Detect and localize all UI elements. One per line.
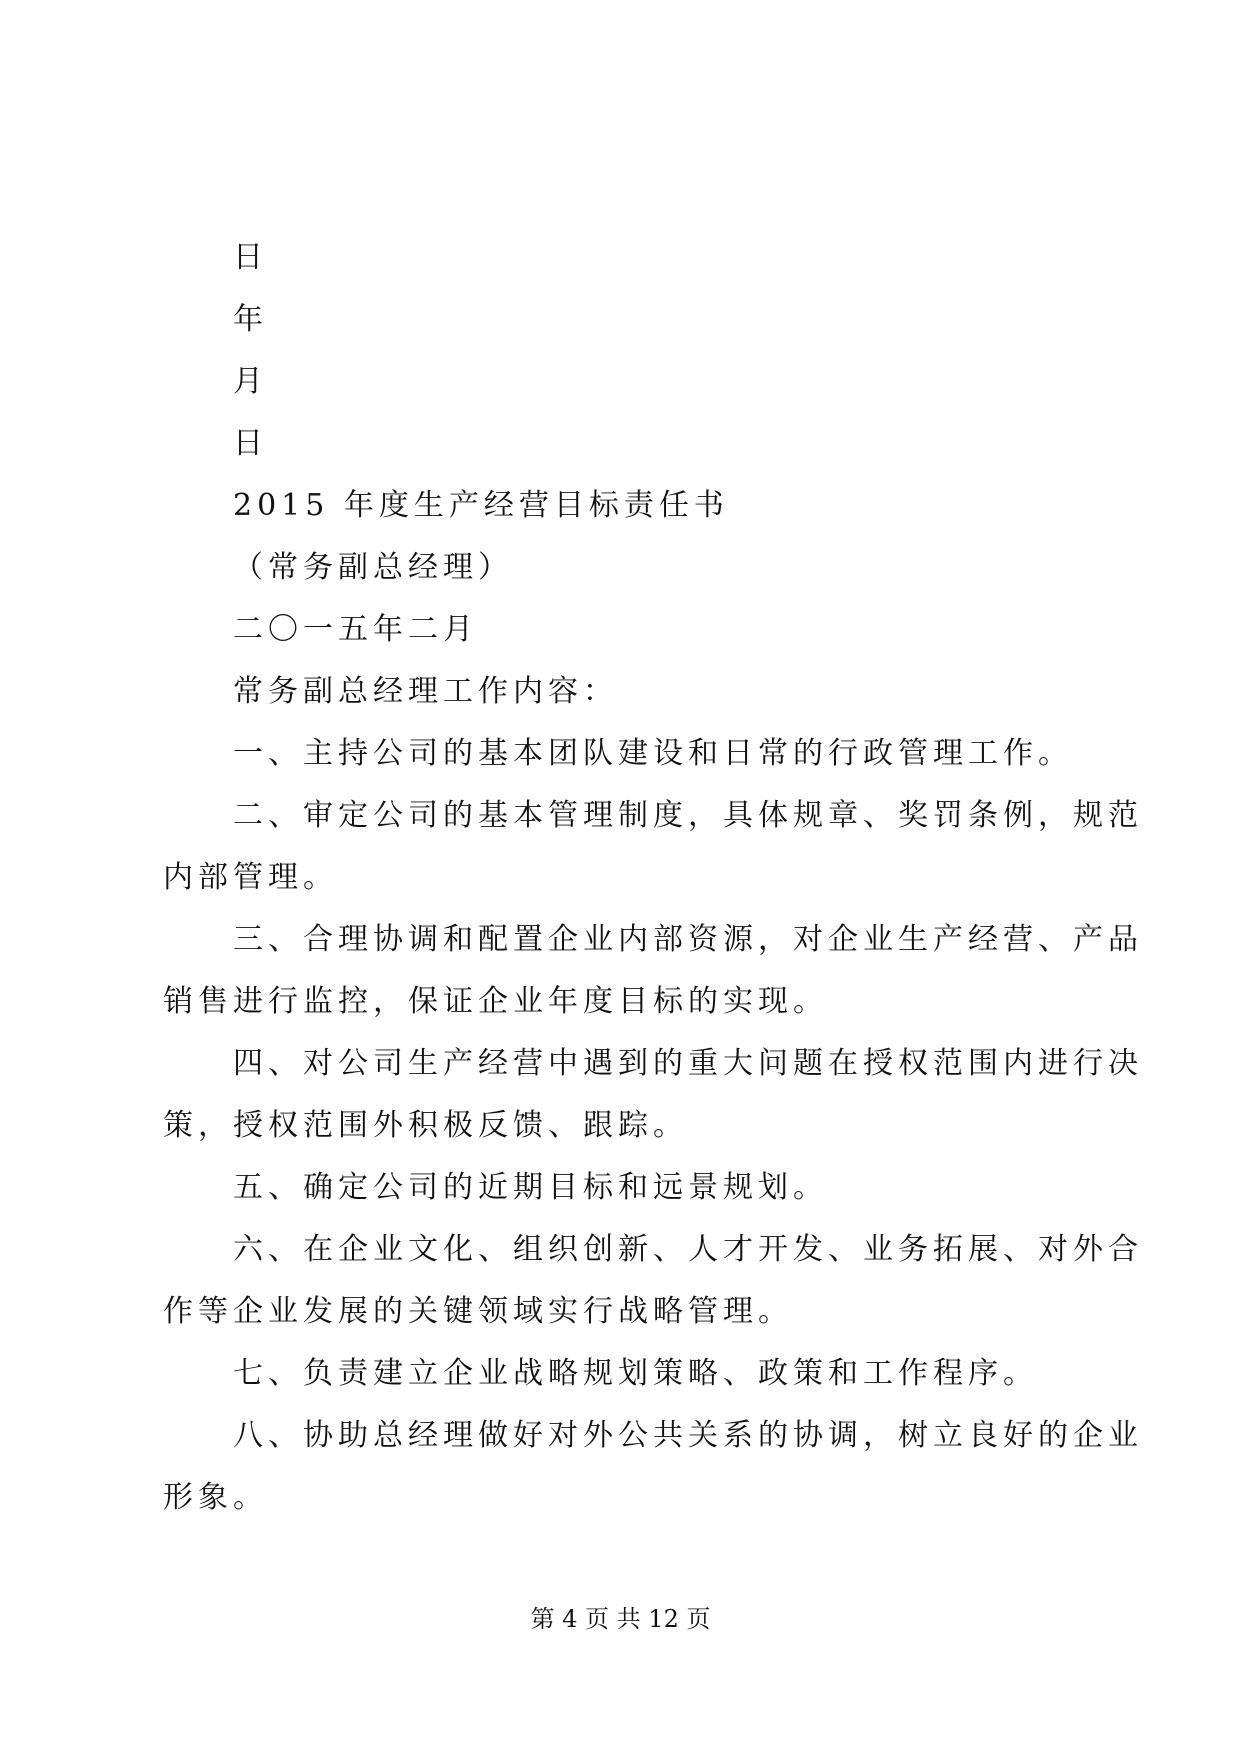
text-line-2: 年 — [233, 302, 268, 337]
paragraph-line: 八、协助总经理做好对外公共关系的协调，树立良好的企业 — [233, 1418, 1143, 1453]
paragraph-line: 销售进行监控，保证企业年度目标的实现。 — [163, 984, 828, 1019]
paragraph-line: 一、主持公司的基本团队建设和日常的行政管理工作。 — [233, 736, 1073, 771]
document-date: 二〇一五年二月 — [233, 612, 478, 647]
paragraph-line: 六、在企业文化、组织创新、人才开发、业务拓展、对外合 — [233, 1232, 1143, 1267]
page-number-footer: 第 4 页 共 12 页 — [530, 1605, 711, 1633]
paragraph-line: 三、合理协调和配置企业内部资源，对企业生产经营、产品 — [233, 922, 1143, 957]
text-line-1: 日 — [233, 240, 268, 275]
paragraph-line: 内部管理。 — [163, 860, 338, 895]
document-subtitle: （常务副总经理） — [233, 550, 513, 585]
paragraph-line: 四、对公司生产经营中遇到的重大问题在授权范围内进行决 — [233, 1046, 1143, 1081]
section-heading: 常务副总经理工作内容： — [233, 674, 618, 709]
paragraph-line: 作等企业发展的关键领域实行战略管理。 — [163, 1294, 793, 1329]
text-line-4: 日 — [233, 426, 268, 461]
paragraph-line: 二、审定公司的基本管理制度，具体规章、奖罚条例，规范 — [233, 798, 1143, 833]
paragraph-line: 五、确定公司的近期目标和远景规划。 — [233, 1170, 828, 1205]
paragraph-line: 策，授权范围外积极反馈、跟踪。 — [163, 1108, 688, 1143]
document-title: 2015 年度生产经营目标责任书 — [233, 488, 729, 523]
paragraph-line: 形象。 — [163, 1480, 268, 1515]
paragraph-line: 七、负责建立企业战略规划策略、政策和工作程序。 — [233, 1356, 1038, 1391]
text-line-3: 月 — [233, 364, 268, 399]
